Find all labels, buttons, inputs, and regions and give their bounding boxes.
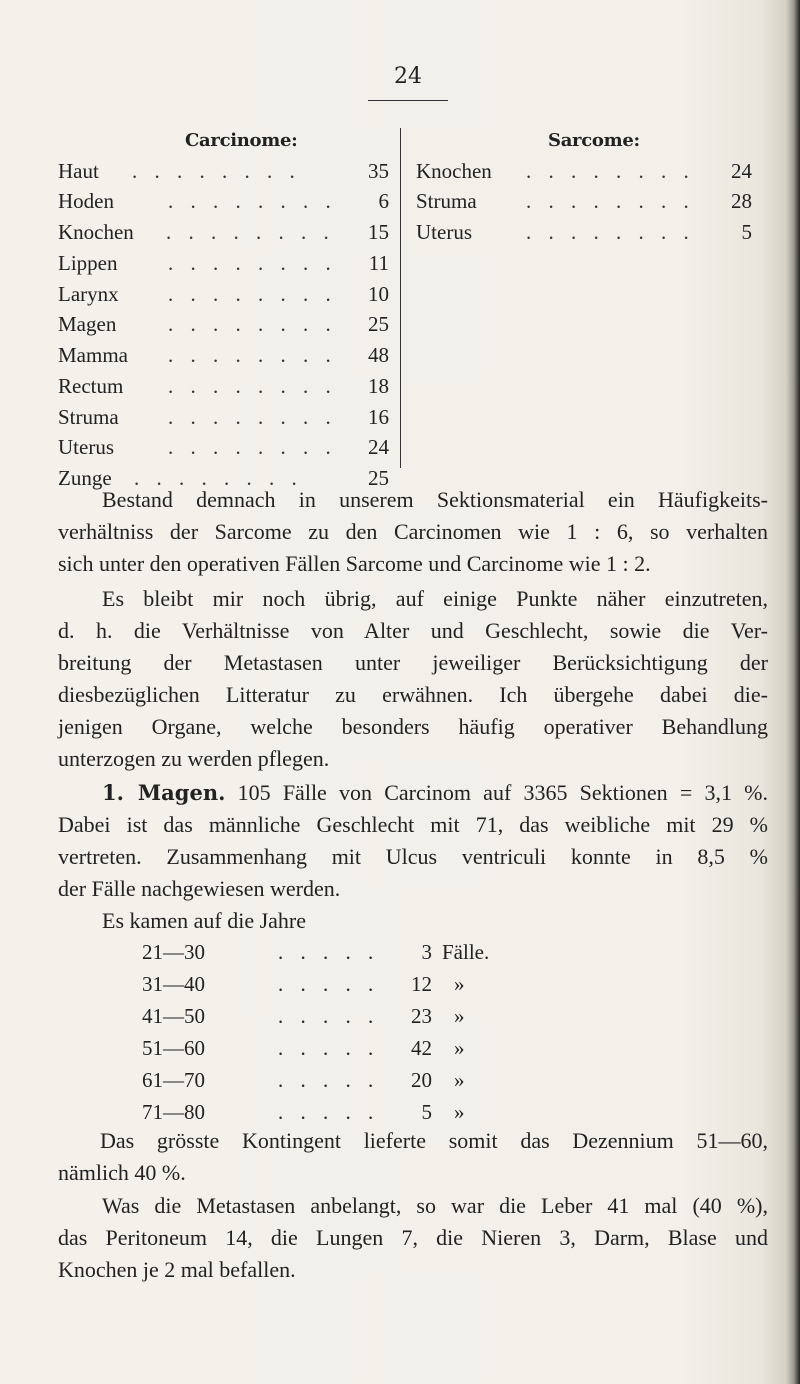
row-leader-dots: . . . . . [278,1036,380,1060]
text-line: Was die Metastasen anbelangt, so war die Leber 41 mal (40 %), [102,1193,768,1218]
age-range: 31—40 [142,972,205,996]
age-unit: » [454,1100,465,1124]
table-column-divider [400,128,401,468]
row-value: 25 [368,312,389,336]
text-line: Es kamen auf die Jahre [102,908,307,933]
text-line: unterzogen zu werden pflegen. [58,746,330,771]
row-leader-dots: . . . . . . . . [168,343,337,367]
table-row [142,1033,602,1063]
age-unit: » [454,1068,465,1092]
table-row [142,1065,602,1095]
row-value: 24 [731,159,752,183]
row-value: 10 [368,282,389,306]
row-label: Struma [416,189,477,213]
row-leader-dots: . . . . . . . . [168,189,337,213]
table-row [416,156,756,186]
row-value: 15 [368,220,389,244]
age-count: 42 [411,1036,432,1060]
text-line: das Peritoneum 14, die Lungen 7, die Nieren 3, Darm, Blase und [58,1225,768,1250]
age-count: 3 [421,940,432,964]
table-row [58,248,393,278]
section-magen [58,777,768,937]
row-value: 16 [368,405,389,429]
row-value: 5 [741,220,752,244]
age-range: 61—70 [142,1068,205,1092]
table-row [58,432,393,462]
row-leader-dots: . . . . . . . . [526,159,695,183]
row-label: Struma [58,405,119,429]
table-row [142,969,602,999]
text-line: nämlich 40 %. [58,1160,186,1185]
row-label: Haut [58,159,99,183]
age-range: 71—80 [142,1100,205,1124]
row-leader-dots: . . . . . . . . [168,374,337,398]
age-unit: » [454,1004,465,1028]
row-leader-dots: . . . . . . . . [134,466,303,490]
age-count: 20 [411,1068,432,1092]
sarcome-heading: Sarcome: [548,130,640,151]
paragraph-ratio [58,484,768,580]
row-leader-dots: . . . . . . . . [526,189,695,213]
text-line: jenigen Organe, welche besonders häufig operativer Behandlung [58,714,768,739]
text-line: vertreten. Zusammenhang mit Ulcus ventriculi konnte in 8,5 % [58,844,768,869]
row-leader-dots: . . . . . [278,1004,380,1028]
page-number: 24 [394,64,422,89]
age-unit: » [454,1036,465,1060]
row-leader-dots: . . . . . . . . [168,312,337,336]
paragraph-summary [58,1125,768,1189]
row-value: 25 [368,466,389,490]
carcinome-heading: Carcinome: [185,130,298,151]
paragraph-intro [58,583,768,775]
text-line: Bestand demnach in unserem Sektionsmaterial ein Häufigkeits- [102,487,768,512]
table-row [142,1097,602,1127]
row-value: 6 [378,189,389,213]
row-leader-dots: . . . . . . . . [132,159,301,183]
table-row [416,217,756,247]
paragraph-metastasen [58,1190,768,1286]
text-line [58,777,768,809]
table-row [142,937,602,967]
row-label: Hoden [58,189,114,213]
table-row [58,217,393,247]
row-leader-dots: . . . . . [278,940,380,964]
page-number-rule [368,100,448,101]
row-value: 35 [368,159,389,183]
row-value: 18 [368,374,389,398]
row-label: Magen [58,312,117,336]
table-row [58,340,393,370]
text-line: breitung der Metastasen unter jeweiliger Berücksichtigung der [58,650,768,675]
row-leader-dots: . . . . . . . . [168,282,337,306]
row-leader-dots: . . . . . . . . [168,251,337,275]
text-line: Knochen je 2 mal befallen. [58,1257,296,1282]
row-label: Knochen [416,159,492,183]
row-leader-dots: . . . . . [278,972,380,996]
row-value: 24 [368,435,389,459]
row-label: Zunge [58,466,112,490]
table-row [58,279,393,309]
age-range: 21—30 [142,940,205,964]
table-row [58,156,393,186]
row-value: 11 [368,251,389,275]
text-line: diesbezüglichen Litteratur zu erwähnen. Ich übergehe dabei die- [58,682,768,707]
table-row [58,402,393,432]
row-leader-dots: . . . . . [278,1068,380,1092]
row-label: Rectum [58,374,124,398]
table-row [58,371,393,401]
row-label: Uterus [58,435,114,459]
row-leader-dots: . . . . . . . . [168,405,337,429]
table-row [58,309,393,339]
text-line: Dabei ist das männliche Geschlecht mit 71, das weibliche mit 29 % [58,812,768,837]
row-label: Lippen [58,251,118,275]
row-label: Knochen [58,220,134,244]
row-leader-dots: . . . . . . . . [166,220,335,244]
text-line: Das grösste Kontingent lieferte somit das Dezennium 51—60, [100,1128,768,1153]
row-value: 28 [731,189,752,213]
row-leader-dots: . . . . . . . . [526,220,695,244]
table-row [58,186,393,216]
age-count: 12 [411,972,432,996]
text-line: sich unter den operativen Fällen Sarcome und Carcinome wie 1 : 2. [58,551,651,576]
text-line: d. h. die Verhältnisse von Alter und Geschlecht, sowie die Ver- [58,618,768,643]
row-label: Larynx [58,282,119,306]
section-heading: 1. Magen. [102,780,226,805]
section-intro-text: 105 Fälle von Carcinom auf 3365 Sektionen = 3,1 %. [237,780,768,805]
page-edge-shadow [786,0,800,1384]
age-count: 23 [411,1004,432,1028]
table-row [142,1001,602,1031]
table-row [416,186,756,216]
row-leader-dots: . . . . . [278,1100,380,1124]
age-unit: Fälle. [442,940,490,964]
row-label: Mamma [58,343,128,367]
text-line: der Fälle nachgewiesen werden. [58,876,341,901]
row-value: 48 [368,343,389,367]
age-unit: » [454,972,465,996]
age-count: 5 [421,1100,432,1124]
row-leader-dots: . . . . . . . . [168,435,337,459]
age-range: 51—60 [142,1036,205,1060]
age-range: 41—50 [142,1004,205,1028]
row-label: Uterus [416,220,472,244]
text-line: verhältniss der Sarcome zu den Carcinomen wie 1 : 6, so verhalten [58,519,768,544]
text-line: Es bleibt mir noch übrig, auf einige Punkte näher einzutreten, [102,586,768,611]
